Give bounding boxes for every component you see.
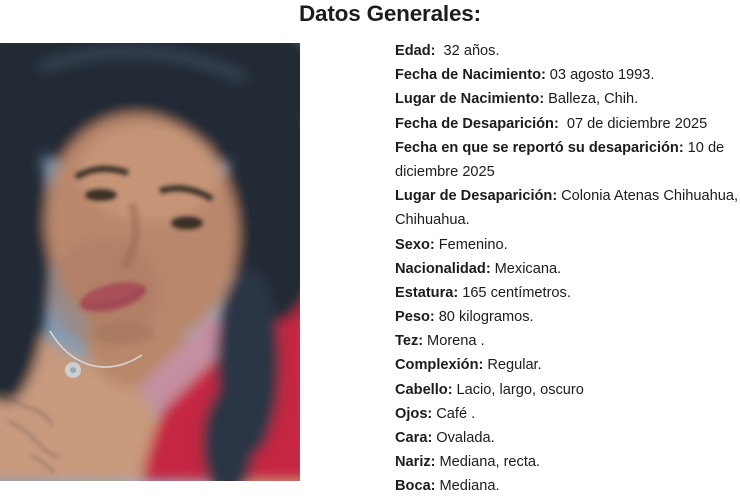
field-line-nariz [395,450,740,474]
field-value: Balleza, Chih. [548,91,639,108]
field-label: Sexo: [395,236,435,253]
field-label: Fecha de Nacimiento: [395,67,546,84]
field-label: Lugar de Nacimiento: [395,91,545,108]
field-label: Fecha en que se reportó su desaparición: [395,139,684,156]
field-line-fecha-desaparicion [395,112,740,136]
field-value: 80 kilogramos. [438,309,534,326]
field-line-fecha-reporte [395,136,740,160]
field-line-estatura [395,281,740,305]
general-data-list [395,39,740,499]
field-line-fecha-nacimiento [395,63,740,87]
field-label: Fecha de Desaparición: [395,115,559,132]
pendant-detail [70,367,76,373]
field-line-lugar-nacimiento [395,87,740,111]
missing-person-photo [0,43,300,481]
field-value: Morena . [427,333,485,350]
field-line-peso [395,305,740,329]
field-value: Femenino. [438,236,508,253]
field-value: 165 centímetros. [462,284,571,301]
field-label: Tez: [395,333,424,350]
field-label: Ojos: [395,405,433,422]
field-line-ojos [395,402,740,426]
field-line-lugar-desaparicion-cont [395,208,740,232]
field-label: Cara: [395,430,433,446]
field-line-boca [395,474,740,498]
field-label: Boca: [395,478,436,495]
field-value: Lacio, largo, oscuro [456,381,584,398]
field-value: Chihuahua. [395,212,470,229]
field-line-edad [395,39,740,63]
field-line-nacionalidad [395,257,740,281]
field-value: Mexicana. [494,260,562,277]
photo-illustration [0,43,300,481]
field-value: Colonia Atenas Chihuahua, [561,188,739,205]
field-line-fecha-reporte-cont [395,160,740,184]
field-label: Estatura: [395,284,459,301]
field-line-cara [395,426,740,450]
field-line-complexion [395,353,740,377]
field-label: Lugar de Desaparición: [395,188,558,205]
field-label: Cabello: [395,381,453,398]
field-value: Ovalada. [436,430,495,446]
field-value: 32 años. [439,43,500,59]
field-value: Mediana, recta. [439,454,541,471]
field-value: 03 agosto 1993. [549,67,655,84]
right-eye [171,217,203,230]
field-line-lugar-desaparicion [395,184,740,208]
field-label: Peso: [395,309,435,326]
field-label: Edad: [395,43,436,59]
field-value: 10 de [687,139,725,156]
field-value: 07 de diciembre 2025 [562,115,708,132]
field-label: Complexión: [395,357,484,374]
field-label: Nariz: [395,454,436,471]
left-eye [85,189,117,201]
field-line-tez [395,329,740,353]
field-line-cabello [395,378,740,402]
field-line-sexo [395,233,740,257]
field-value: Café . [436,405,476,422]
field-value: Regular. [487,357,542,374]
page-title: Datos Generales: [299,1,481,26]
forehead-highlight [80,125,220,221]
field-value: Mediana. [439,478,500,495]
field-value: diciembre 2025 [395,163,495,180]
chin-shade [95,321,155,345]
field-label: Nacionalidad: [395,260,491,277]
